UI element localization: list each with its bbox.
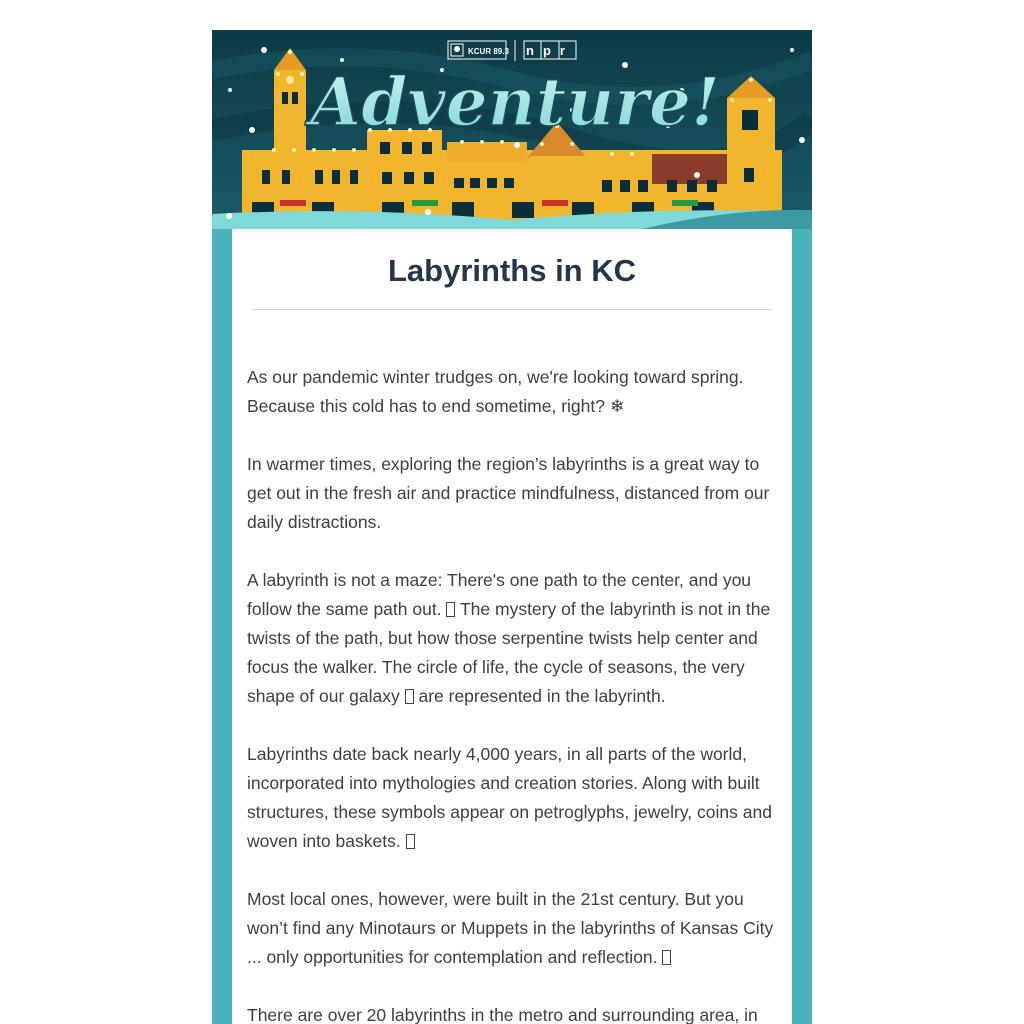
paragraph-history: Labyrinths date back nearly 4,000 years, in all parts of the world, incorporated into mythologies and creation stories. Along with built structures, these symbols appear on petroglyphs, jewelry, coins and woven into baskets. (247, 744, 772, 851)
adventure-wordmark: Adventure! (310, 63, 720, 141)
missing-emoji-glyph-icon (406, 834, 415, 849)
svg-text:npr: npr (526, 43, 574, 58)
paragraph-count: There are over 20 labyrinths in the metro and surrounding area, in (247, 1005, 758, 1024)
header-banner (212, 30, 812, 229)
microphone-icon (454, 46, 460, 52)
npr-logo (524, 41, 576, 59)
title-divider (252, 309, 772, 310)
newsletter-email (212, 30, 812, 1024)
article-body (247, 363, 782, 1024)
article-card (232, 229, 792, 1024)
missing-emoji-glyph-icon (405, 689, 414, 704)
paragraph-maze: A labyrinth is not a maze: There's one path to the center, and you follow the same path out. The mystery of the labyrinth is not in the twists of the path, but how those serpentine twists help center and focus the walker. The circle of life, the cycle of seasons, the very shape of our galaxy are represented in the labyrinth. (247, 570, 771, 706)
banner-illustration (212, 30, 812, 229)
paragraph-warmer-times: In warmer times, exploring the region’s labyrinths is a great way to get out in the fresh air and practice mindfulness, distanced from our daily distractions. (247, 454, 770, 532)
article-title: Labyrinths in KC (387, 253, 636, 288)
missing-emoji-glyph-icon (662, 950, 671, 965)
paragraph-local: Most local ones, however, were built in the 21st century. But you won’t find any Minotaurs or Muppets in the labyrinths of Kansas City ... only opportunities for contemplation and reflection. (247, 889, 774, 967)
svg-text:KCUR 89.3: KCUR 89.3 (468, 47, 509, 56)
left-tower (274, 48, 306, 160)
paragraph-intro: As our pandemic winter trudges on, we're looking toward spring. Because this cold has to end sometime, right? ❄ (247, 367, 744, 416)
